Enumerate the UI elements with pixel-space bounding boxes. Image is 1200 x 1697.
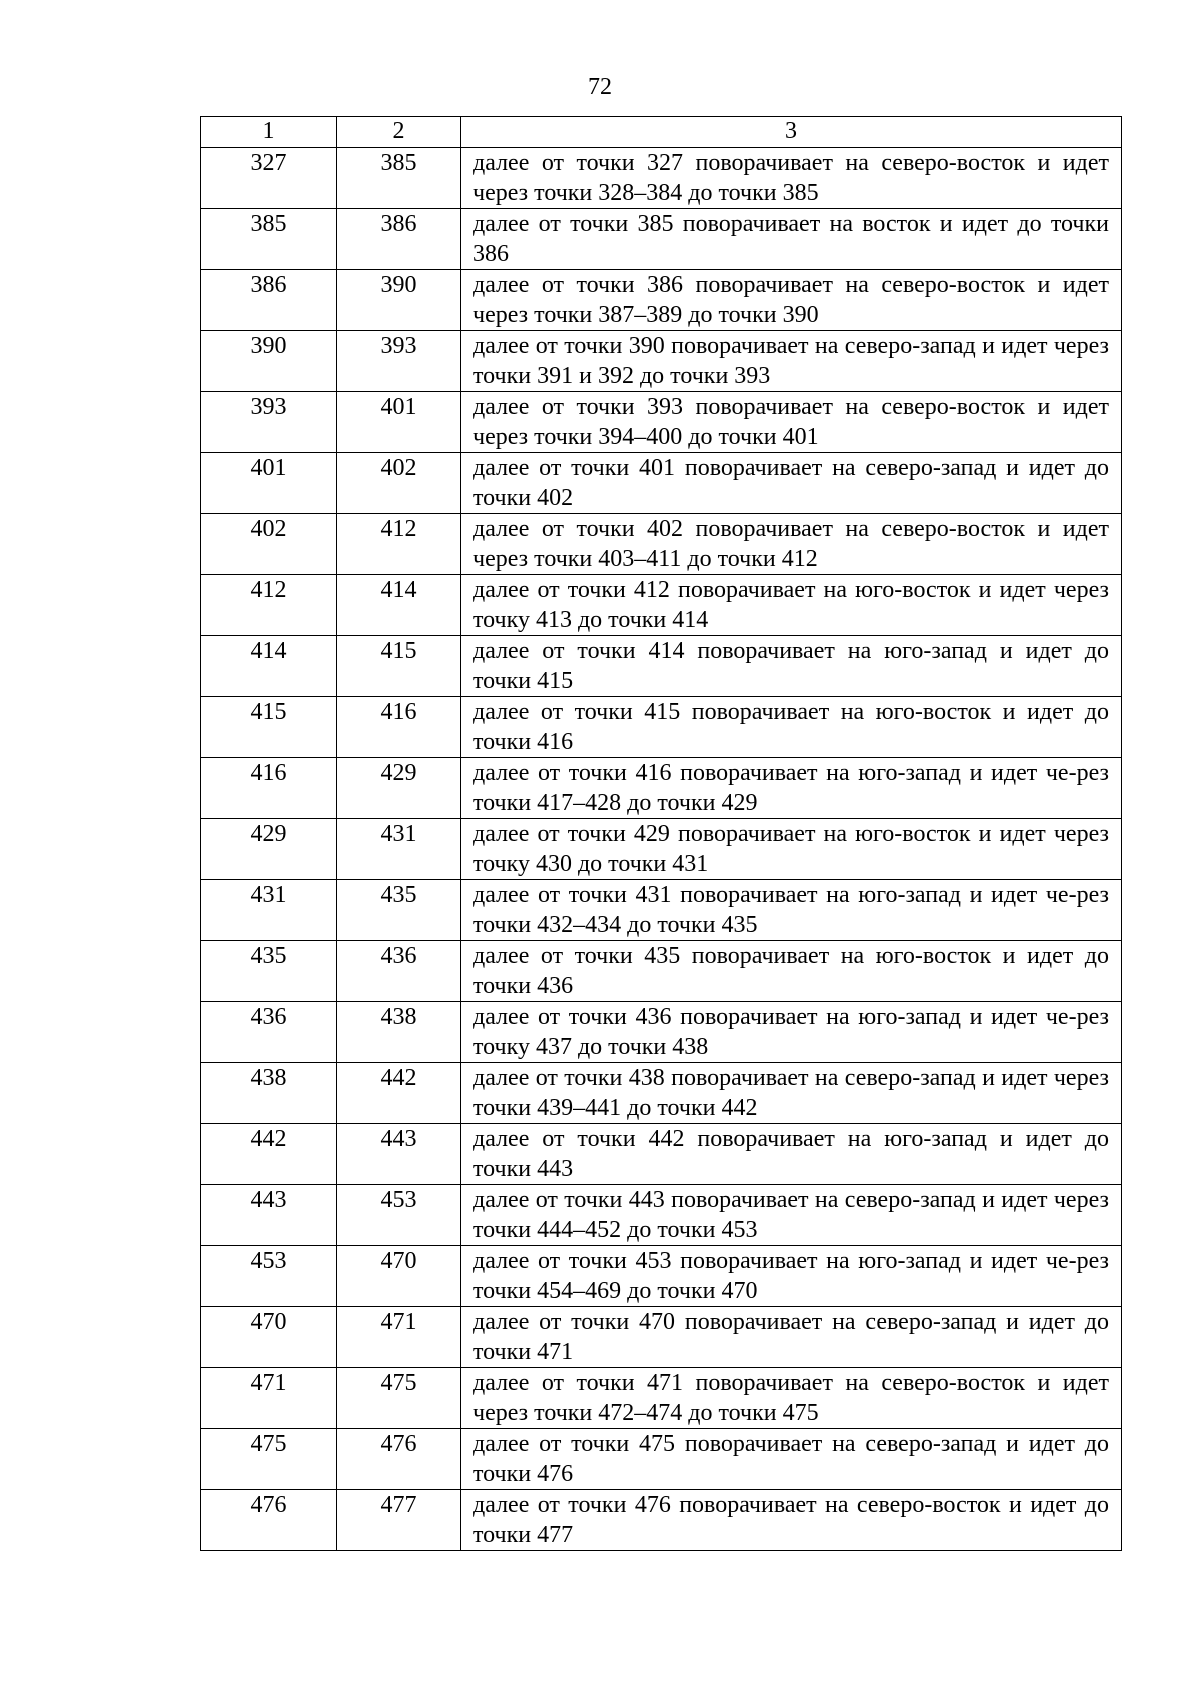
cell-from-point: 416 [201, 758, 337, 819]
cell-to-point: 431 [337, 819, 461, 880]
cell-route-description: далее от точки 415 поворачивает на юго-восток и идет до точки 416 [461, 697, 1122, 758]
cell-from-point: 471 [201, 1368, 337, 1429]
cell-from-point: 414 [201, 636, 337, 697]
cell-route-description: далее от точки 402 поворачивает на северо-восток и идет через точки 403–411 до точки 412 [461, 514, 1122, 575]
table-row [201, 331, 1122, 392]
cell-to-point: 471 [337, 1307, 461, 1368]
table-row [201, 1307, 1122, 1368]
cell-route-description: далее от точки 471 поворачивает на северо-восток и идет через точки 472–474 до точки 475 [461, 1368, 1122, 1429]
cell-from-point: 401 [201, 453, 337, 514]
table-row [201, 148, 1122, 209]
table-row [201, 1246, 1122, 1307]
cell-route-description: далее от точки 431 поворачивает на юго-запад и идет че-рез точки 432–434 до точки 435 [461, 880, 1122, 941]
cell-route-description: далее от точки 390 поворачивает на северо-запад и идет через точки 391 и 392 до точки 393 [461, 331, 1122, 392]
cell-route-description: далее от точки 393 поворачивает на северо-восток и идет через точки 394–400 до точки 401 [461, 392, 1122, 453]
cell-route-description: далее от точки 386 поворачивает на северо-восток и идет через точки 387–389 до точки 390 [461, 270, 1122, 331]
cell-from-point: 435 [201, 941, 337, 1002]
cell-to-point: 470 [337, 1246, 461, 1307]
cell-from-point: 429 [201, 819, 337, 880]
cell-to-point: 429 [337, 758, 461, 819]
cell-to-point: 401 [337, 392, 461, 453]
cell-route-description: далее от точки 412 поворачивает на юго-восток и идет через точку 413 до точки 414 [461, 575, 1122, 636]
table-row [201, 1490, 1122, 1551]
table-row [201, 1124, 1122, 1185]
cell-from-point: 412 [201, 575, 337, 636]
cell-to-point: 438 [337, 1002, 461, 1063]
cell-to-point: 393 [337, 331, 461, 392]
route-description-table [200, 116, 1122, 1551]
cell-route-description: далее от точки 385 поворачивает на восток и идет до точки 386 [461, 209, 1122, 270]
table-body [201, 148, 1122, 1551]
cell-route-description: далее от точки 429 поворачивает на юго-восток и идет через точку 430 до точки 431 [461, 819, 1122, 880]
table-header-row [201, 117, 1122, 148]
cell-from-point: 470 [201, 1307, 337, 1368]
cell-to-point: 416 [337, 697, 461, 758]
cell-route-description: далее от точки 435 поворачивает на юго-восток и идет до точки 436 [461, 941, 1122, 1002]
column-header-3: 3 [461, 117, 1122, 148]
cell-to-point: 453 [337, 1185, 461, 1246]
cell-to-point: 414 [337, 575, 461, 636]
cell-from-point: 431 [201, 880, 337, 941]
table-row [201, 209, 1122, 270]
cell-to-point: 477 [337, 1490, 461, 1551]
cell-from-point: 476 [201, 1490, 337, 1551]
cell-from-point: 442 [201, 1124, 337, 1185]
cell-to-point: 415 [337, 636, 461, 697]
cell-from-point: 453 [201, 1246, 337, 1307]
cell-route-description: далее от точки 327 поворачивает на северо-восток и идет через точки 328–384 до точки 385 [461, 148, 1122, 209]
page-number: 72 [588, 74, 612, 100]
cell-to-point: 385 [337, 148, 461, 209]
cell-route-description: далее от точки 416 поворачивает на юго-запад и идет че-рез точки 417–428 до точки 429 [461, 758, 1122, 819]
table-row [201, 758, 1122, 819]
table-row [201, 1368, 1122, 1429]
table-row [201, 1185, 1122, 1246]
table-row [201, 575, 1122, 636]
cell-to-point: 386 [337, 209, 461, 270]
cell-route-description: далее от точки 443 поворачивает на северо-запад и идет через точки 444–452 до точки 453 [461, 1185, 1122, 1246]
cell-from-point: 475 [201, 1429, 337, 1490]
cell-from-point: 386 [201, 270, 337, 331]
cell-route-description: далее от точки 453 поворачивает на юго-запад и идет че-рез точки 454–469 до точки 470 [461, 1246, 1122, 1307]
table-row [201, 1429, 1122, 1490]
column-header-1: 1 [201, 117, 337, 148]
table-row [201, 270, 1122, 331]
cell-route-description: далее от точки 401 поворачивает на северо-запад и идет до точки 402 [461, 453, 1122, 514]
cell-from-point: 402 [201, 514, 337, 575]
cell-from-point: 390 [201, 331, 337, 392]
cell-to-point: 412 [337, 514, 461, 575]
table-row [201, 880, 1122, 941]
table-row [201, 819, 1122, 880]
table-row [201, 453, 1122, 514]
cell-route-description: далее от точки 438 поворачивает на северо-запад и идет через точки 439–441 до точки 442 [461, 1063, 1122, 1124]
table-row [201, 392, 1122, 453]
cell-from-point: 438 [201, 1063, 337, 1124]
cell-route-description: далее от точки 470 поворачивает на северо-запад и идет до точки 471 [461, 1307, 1122, 1368]
cell-route-description: далее от точки 475 поворачивает на северо-запад и идет до точки 476 [461, 1429, 1122, 1490]
cell-from-point: 385 [201, 209, 337, 270]
cell-to-point: 390 [337, 270, 461, 331]
cell-route-description: далее от точки 476 поворачивает на северо-восток и идет до точки 477 [461, 1490, 1122, 1551]
cell-to-point: 475 [337, 1368, 461, 1429]
cell-route-description: далее от точки 414 поворачивает на юго-запад и идет до точки 415 [461, 636, 1122, 697]
cell-from-point: 393 [201, 392, 337, 453]
cell-from-point: 415 [201, 697, 337, 758]
table-row [201, 514, 1122, 575]
cell-to-point: 476 [337, 1429, 461, 1490]
cell-from-point: 436 [201, 1002, 337, 1063]
cell-from-point: 443 [201, 1185, 337, 1246]
cell-to-point: 436 [337, 941, 461, 1002]
table-row [201, 941, 1122, 1002]
table-row [201, 1063, 1122, 1124]
table-row [201, 1002, 1122, 1063]
table-row [201, 697, 1122, 758]
cell-to-point: 402 [337, 453, 461, 514]
column-header-2: 2 [337, 117, 461, 148]
cell-route-description: далее от точки 436 поворачивает на юго-запад и идет че-рез точку 437 до точки 438 [461, 1002, 1122, 1063]
cell-to-point: 443 [337, 1124, 461, 1185]
cell-route-description: далее от точки 442 поворачивает на юго-запад и идет до точки 443 [461, 1124, 1122, 1185]
cell-to-point: 435 [337, 880, 461, 941]
table-row [201, 636, 1122, 697]
cell-to-point: 442 [337, 1063, 461, 1124]
cell-from-point: 327 [201, 148, 337, 209]
